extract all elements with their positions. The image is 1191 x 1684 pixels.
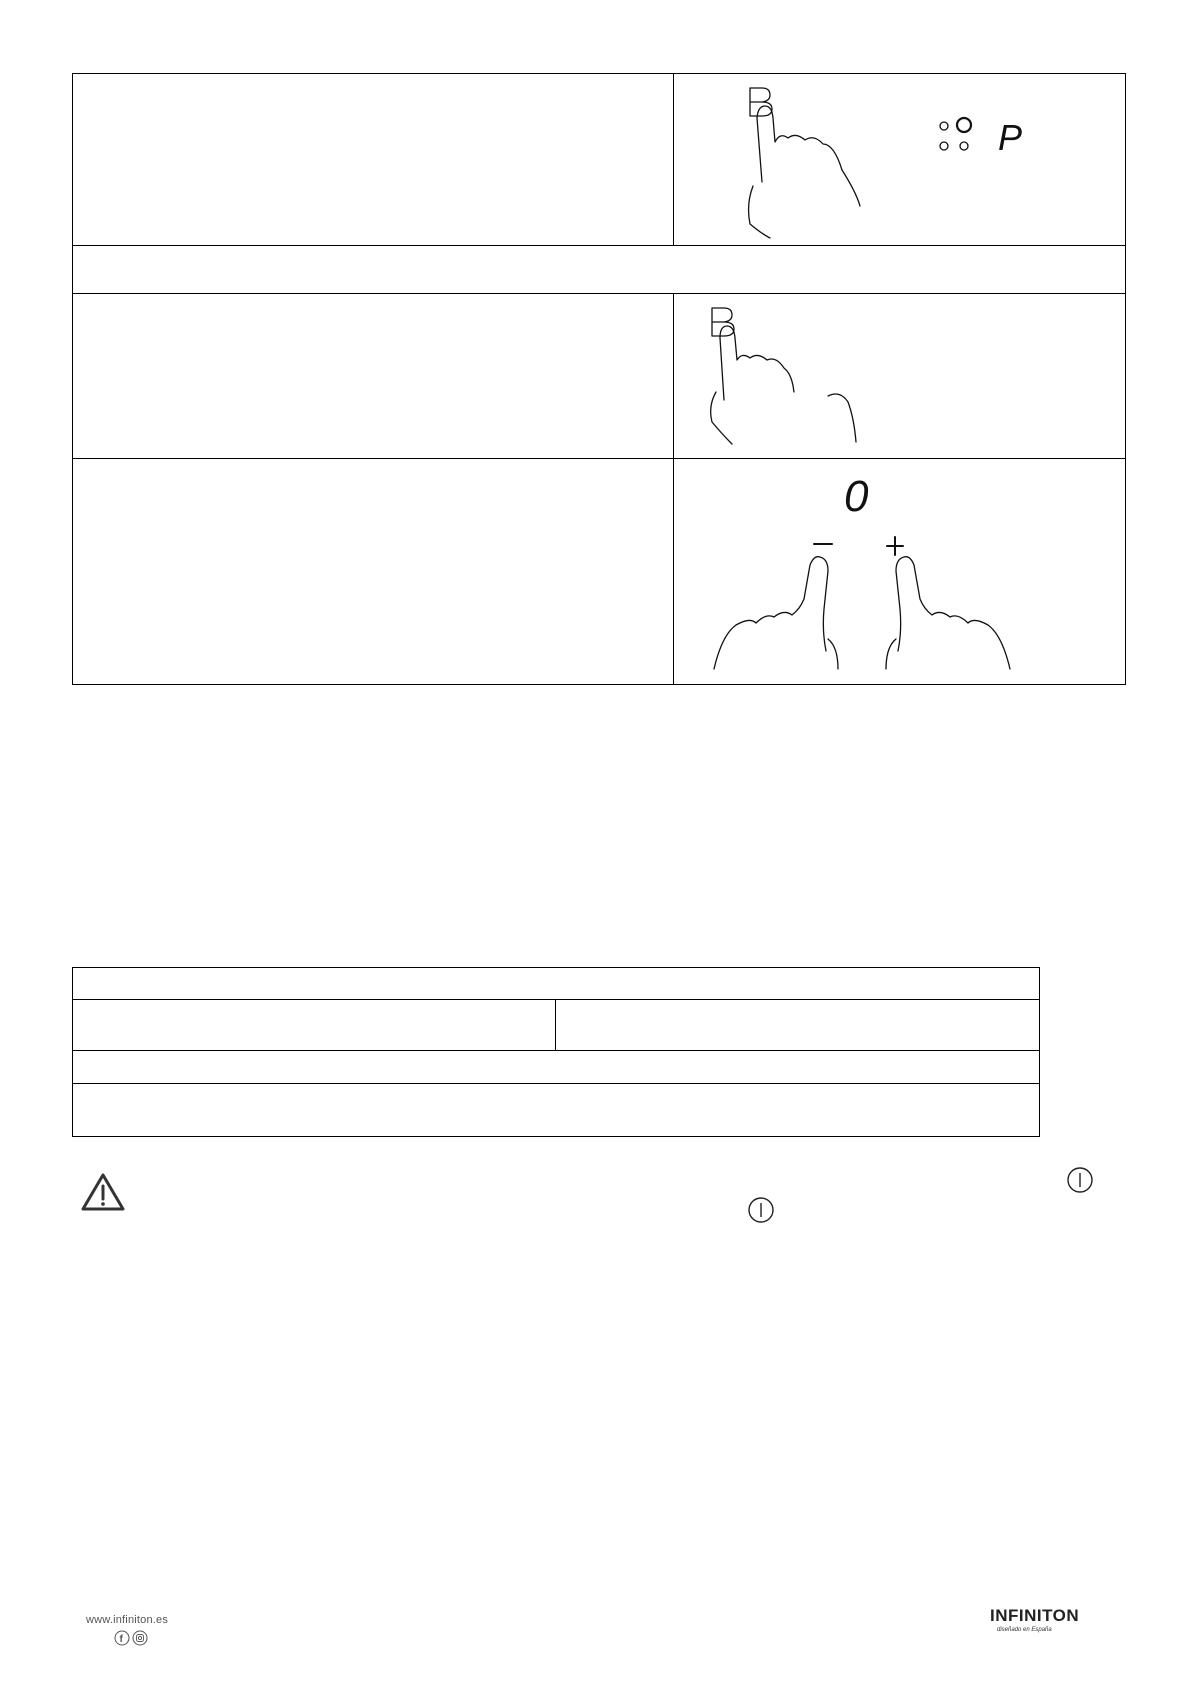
- display-zero: 0: [844, 472, 869, 521]
- brand-logo: INFINITON: [990, 1606, 1080, 1625]
- illustration-minus-plus: [674, 459, 1124, 684]
- power-icon: [747, 1196, 775, 1224]
- brand-tagline: diseñado en España: [997, 1627, 1052, 1633]
- illustration-hold-b-button: [674, 294, 1124, 456]
- instagram-icon[interactable]: [132, 1630, 148, 1646]
- bottom-table-col-divider: [555, 999, 556, 1050]
- footer-website[interactable]: www.infiniton.es: [86, 1614, 169, 1626]
- bottom-table-row-3: [72, 1083, 1040, 1084]
- illustration-press-b-button: [674, 74, 1124, 244]
- power-icon: [1066, 1166, 1094, 1194]
- table-row-divider-1: [72, 245, 1126, 246]
- facebook-icon[interactable]: [114, 1630, 130, 1646]
- instruction-table-bottom: [72, 967, 1040, 1137]
- bottom-table-row-1: [72, 999, 1040, 1000]
- svg-text:f: f: [119, 1634, 123, 1645]
- warning-icon: [80, 1172, 126, 1212]
- display-p: P: [998, 117, 1023, 158]
- bottom-table-row-2: [72, 1050, 1040, 1051]
